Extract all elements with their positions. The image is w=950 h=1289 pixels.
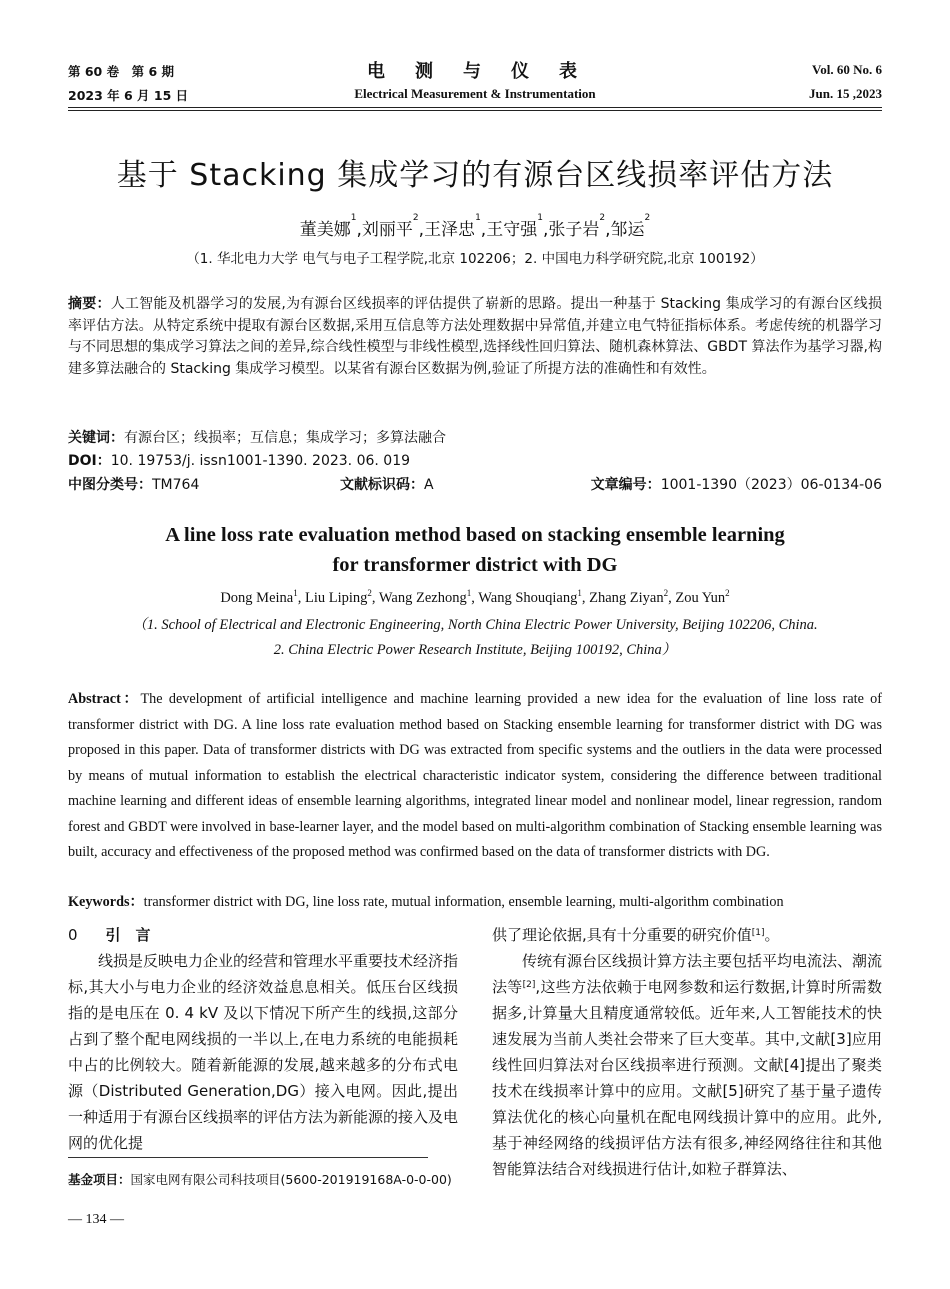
author-name: 刘丽平	[361, 220, 413, 240]
author-list-cn: 董美娜$^1$,刘丽平$^2$,王泽忠$^1$,王守强$^1$,张子岩$^2$,邹运$^2$	[299, 213, 651, 240]
publish-date-en: Jun. 15 ,2023	[809, 86, 882, 101]
header-rule	[68, 107, 882, 108]
abstract-label-cn: 摘要：	[68, 296, 111, 312]
section-heading: 0 引 言	[68, 926, 151, 944]
header-rule-thin	[68, 110, 882, 111]
volume-issue: 第 60 卷 第 6 期	[68, 64, 174, 79]
keywords-cn: 关键词：有源台区；线损率；互信息；集成学习；多算法融合	[68, 430, 446, 446]
keywords-en: Keywords：transformer district with DG, line loss rate, mutual information, ensemble learning, multi-algorithm combination	[68, 894, 784, 910]
intro-paragraph-cont: 供了理论依据,具有十分重要的研究价值[1]。	[492, 926, 780, 944]
page-number: — 134 —	[68, 1212, 124, 1227]
author-name: 张子岩	[548, 220, 600, 240]
publish-date: 2023 年 6 月 15 日	[68, 88, 189, 103]
author-list-en: Dong Meina$^1$, Liu Liping$^2$, Wang Zezhong$^1$, Wang Shouqiang$^1$, Zhang Ziyan$^2$, Zou Yun$^2$	[220, 588, 730, 606]
abstract-text-en: The development of artificial intelligence and machine learning provided a new idea for the evaluation of line loss rate of transformer district with DG. A line loss rate evaluation method based on Stacking ensemble learning for transformer district with DG was proposed in this paper. Data of transformer districts with DG was extracted from specific systems and the outliers in the data were processed by means of mutual information to establish the electrical characteristic indicator system, considering the difference between traditional machine learning and different ideas of ensemble learning algorithms, integrated linear model and nonlinear model, linear regression, random forest and GBDT were involved in base-learner layer, and the model based on multi-algorithm combination of Stacking ensemble learning was built, accuracy and effectiveness of the proposed method was confirmed based on the data of transformer districts with DG.	[68, 691, 882, 860]
intro-paragraph-2: 传统有源台区线损计算方法主要包括平均电流法、潮流法等[2],这些方法依赖于电网参数和运行数据,计算时所需数据多,计算量大且精度通常较低。近年来,人工智能技术的快速发展为当前人类社会带来了巨大变革。其中,文献[3]应用线性回归算法对台区线损率进行预测。文献[4]提出了聚类技术在线损率计算中的应用。文献[5]研究了基于量子遗传算法优化的核心向量机在配电网线损计算中的应用。此外,基于神经网络的线损评估方法有很多,神经网络往往和其他智能算法结合对线损进行估计,如粒子群算法、	[492, 952, 883, 1178]
intro-paragraph: 线损是反映电力企业的经营和管理水平重要技术经济指标,其大小与电力企业的经济效益息息相关。低压台区线损指的是电压在 0. 4 kV 及以下情况下所产生的线损,这部分占到了整个配电网线损的一半以上,在电力系统的电能损耗中占的比例较大。随着新能源的发展,越来越多的分布式电源（Distributed Generation,DG）接入电网。因此,提出一种适用于有源台区线损率的评估方法为新能源的接入及电网的优化提	[68, 952, 459, 1152]
left-column	[68, 922, 458, 1156]
affiliation-cn: （1. 华北电力大学 电气与电子工程学院,北京 102206；2. 中国电力科学研究院,北京 100192）	[186, 251, 764, 267]
abstract-en	[68, 687, 882, 866]
journal-name-en: Electrical Measurement & Instrumentation	[354, 86, 596, 101]
funding-footnote: 基金项目：国家电网有限公司科技项目(5600-201919168A-0-0-00)	[68, 1172, 452, 1187]
author-name: 邹运	[610, 220, 645, 240]
paper-title-en: A line loss rate evaluation method based on stacking ensemble learning for transformer district with DG	[165, 524, 785, 576]
abstract-label-en: Abstract：	[68, 691, 141, 707]
affiliation-en: （1. School of Electrical and Electronic Engineering, North China Electric Power University, Beijing 102206, China. 2. China Electric Power Research Institute, Beijing 100192, China）	[132, 617, 818, 658]
author-name: 王泽忠	[424, 220, 476, 240]
journal-name-cn: 电 测 与 仪 表	[367, 61, 583, 82]
doi: DOI：10. 19753/j. issn1001-1390. 2023. 06. 019	[68, 453, 411, 469]
footnote-rule	[68, 1157, 428, 1158]
abstract-cn	[68, 294, 882, 380]
abstract-text-cn: 人工智能及机器学习的发展,为有源台区线损率的评估提供了崭新的思路。提出一种基于 Stacking 集成学习的有源台区线损率评估方法。从特定系统中提取有源台区数据,采用互信息等方法处理数据中异常值,并建立电气特征指标体系。考虑传统的机器学习与不同思想的集成学习算法之间的差异,综合线性模型与非线性模型,选择线性回归算法、随机森林算法、GBDT 算法作为基学习器,构建多算法融合的 Stacking 集成学习模型。以某省有源台区数据为例,验证了所提方法的准确性和有效性。	[68, 296, 882, 377]
author-name: 王守强	[486, 220, 538, 240]
paper-title-cn: 基于 Stacking 集成学习的有源台区线损率评估方法	[116, 158, 834, 193]
volume-issue-en: Vol. 60 No. 6	[812, 62, 882, 77]
author-name: 董美娜	[299, 220, 351, 240]
right-column	[492, 922, 882, 1182]
